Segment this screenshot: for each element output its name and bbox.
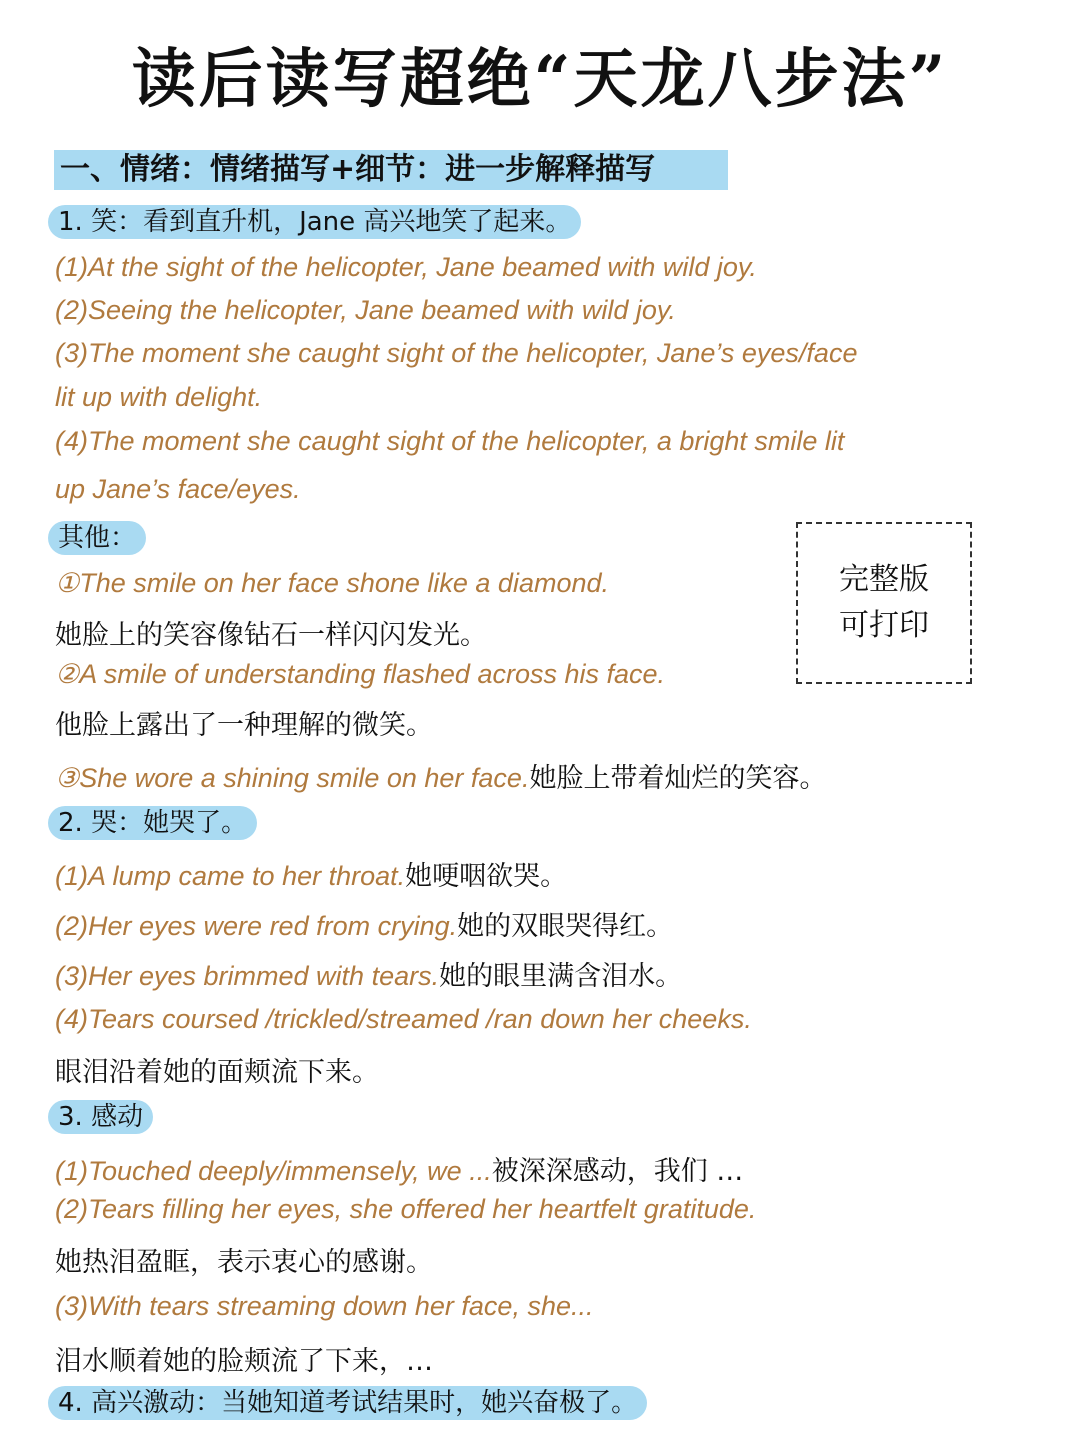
example-cn: 她的眼里满含泪水。 [439, 961, 683, 992]
other-example-cn: 她脸上的笑容像钻石一样闪闪发光。 [55, 620, 487, 651]
printable-note-box [796, 522, 972, 684]
example-en: (3)With tears streaming down her face, she... [55, 1291, 594, 1321]
example-line: (2)Seeing the helicopter, Jane beamed with wild joy. [55, 295, 676, 325]
item-label-cry: 2. 哭：她哭了。 [48, 806, 257, 840]
other-example-en: ③She wore a shining smile on her face. [55, 763, 530, 793]
item-label-excited: 4. 高兴激动：当她知道考试结果时，她兴奋极了。 [48, 1386, 647, 1420]
example-en: (4)Tears coursed /trickled/streamed /ran down her cheeks. [55, 1004, 752, 1034]
example-en: (2)Tears filling her eyes, she offered her heartfelt gratitude. [55, 1194, 757, 1224]
example-line [55, 904, 673, 943]
example-line: (4)The moment she caught sight of the helicopter, a bright smile lit [55, 426, 845, 456]
example-cn: 被深深感动，我们 … [491, 1156, 744, 1187]
example-en: (1)Touched deeply/immensely, we ... [55, 1156, 492, 1186]
example-line: (1)At the sight of the helicopter, Jane beamed with wild joy. [55, 252, 757, 282]
other-example-cn: 他脸上露出了一种理解的微笑。 [55, 710, 433, 741]
page-title: 读后读写超绝“天龙八步法” [131, 42, 949, 117]
section-heading: 一、情绪：情绪描写+细节：进一步解释描写 [54, 150, 728, 190]
other-example-en: ①The smile on her face shone like a diamond. [55, 568, 610, 598]
others-label: 其他： [48, 521, 146, 555]
example-cn: 她热泪盈眶，表示衷心的感谢。 [55, 1247, 433, 1278]
note-line: 可打印 [839, 608, 929, 643]
other-example-cn: 她脸上带着灿烂的笑容。 [529, 763, 827, 794]
example-cn: 她的双眼哭得红。 [457, 911, 674, 942]
example-line [55, 954, 682, 993]
example-en: (1)A lump came to her throat. [55, 861, 406, 891]
note-line: 完整版 [839, 562, 929, 597]
example-line [55, 854, 567, 893]
example-line: (3)The moment she caught sight of the helicopter, Jane’s eyes/face [55, 338, 858, 368]
example-cn: 她哽咽欲哭。 [405, 861, 568, 892]
example-line: lit up with delight. [55, 382, 263, 412]
example-cn: 泪水顺着她的脸颊流了下来，… [55, 1346, 433, 1377]
example-line: up Jane’s face/eyes. [55, 474, 301, 504]
example-line [55, 1149, 743, 1188]
other-example-en-cn [55, 756, 826, 795]
item-label-smile: 1. 笑：看到直升机，Jane 高兴地笑了起来。 [48, 205, 581, 239]
example-en: (2)Her eyes were red from crying. [55, 911, 458, 941]
item-label-moved: 3. 感动 [48, 1100, 153, 1134]
example-en: (3)Her eyes brimmed with tears. [55, 961, 440, 991]
other-example-en: ②A smile of understanding flashed across his face. [55, 659, 666, 689]
example-cn: 眼泪沿着她的面颊流下来。 [55, 1057, 379, 1088]
